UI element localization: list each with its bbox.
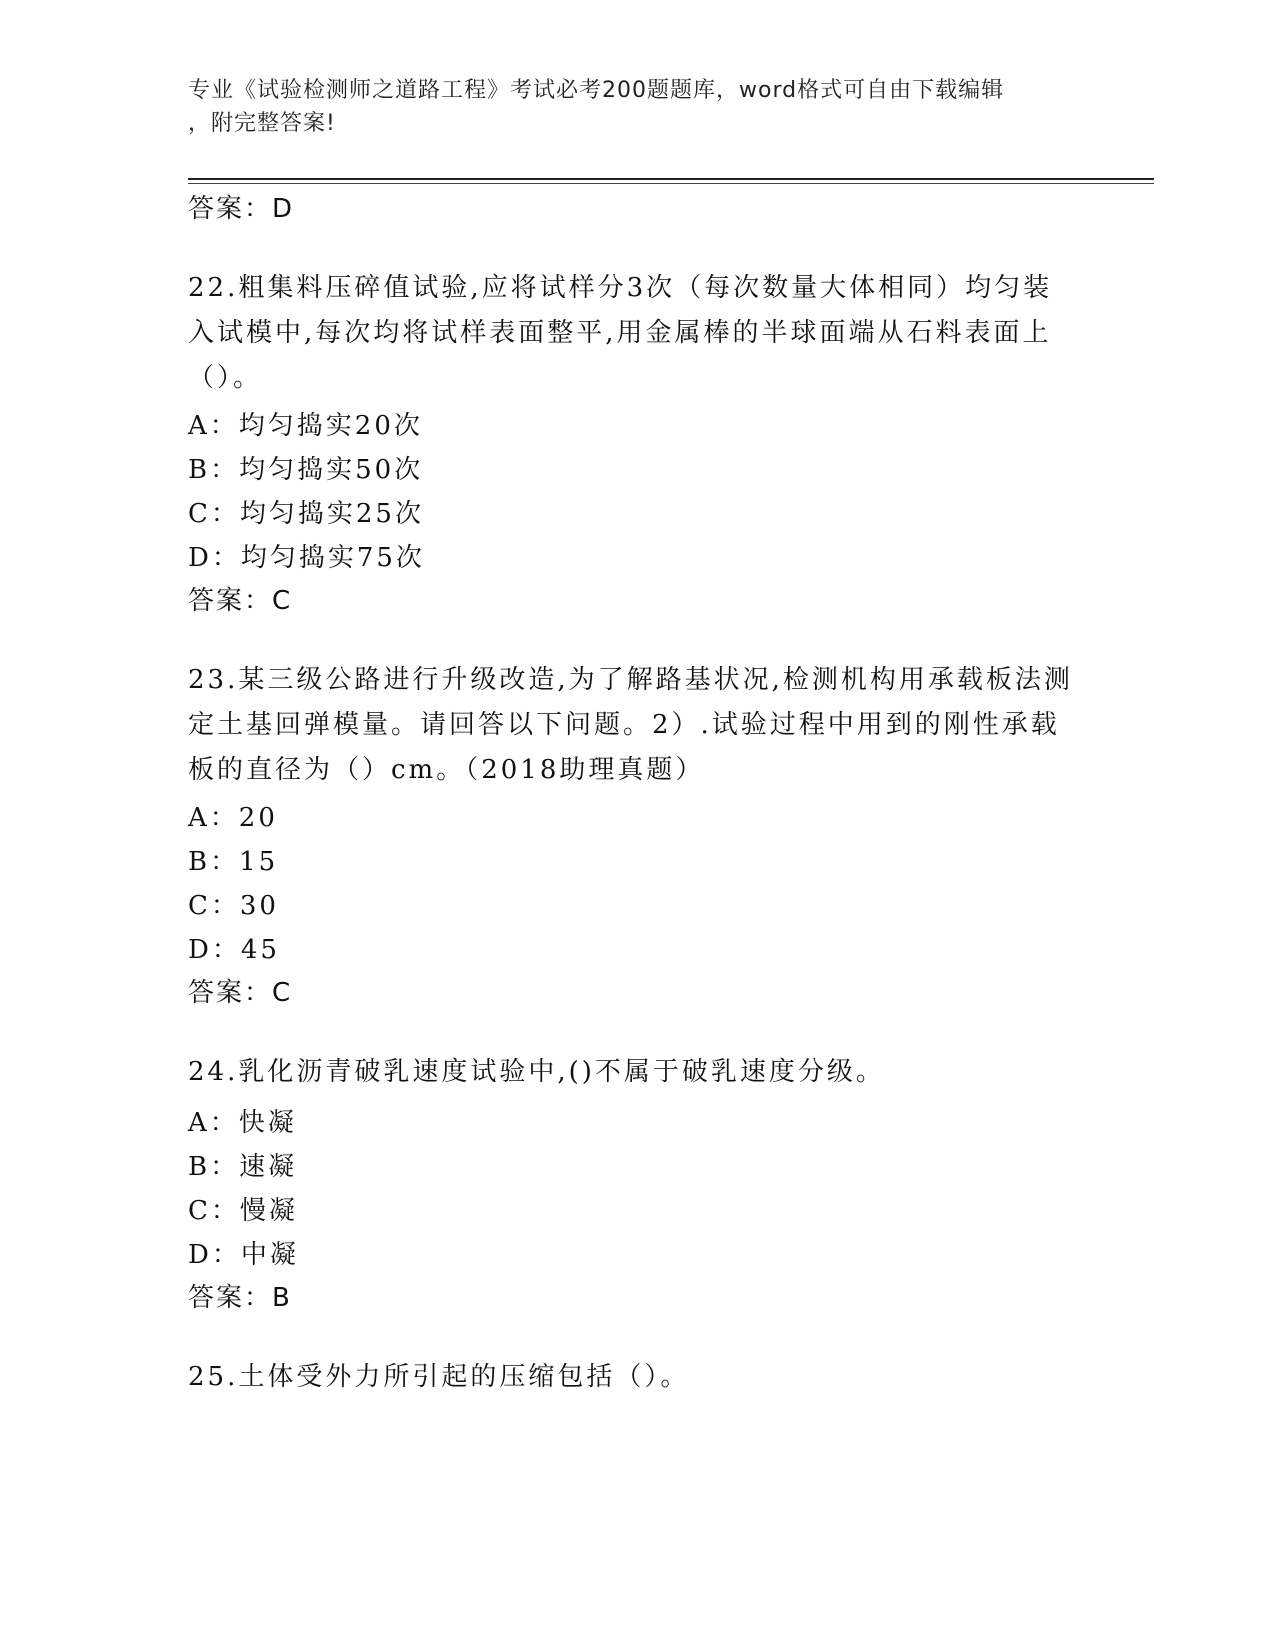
question-22-line-2: 入试模中,每次均将试样表面整平,用金属棒的半球面端从石料表面上	[188, 318, 1052, 348]
header-line-1: 专业《试验检测师之道路工程》考试必考200题题库，word格式可自由下载编辑	[188, 78, 1005, 103]
question-23-option-c: C：30	[188, 891, 279, 921]
header-line-2: ，附完整答案!	[188, 111, 336, 136]
question-22-option-c: C：均匀捣实25次	[188, 499, 424, 529]
question-23-option-d: D：45	[188, 935, 280, 965]
question-23-line-2: 定土基回弹模量。请回答以下问题。2）.试验过程中用到的刚性承载	[188, 710, 1060, 740]
question-22-option-d: D：均匀捣实75次	[188, 543, 425, 573]
question-22-line-3: （）。	[188, 363, 263, 393]
answer-24: 答案：B	[188, 1283, 292, 1313]
question-24-option-b: B：速凝	[188, 1152, 298, 1182]
question-24-option-a: A：快凝	[188, 1108, 297, 1138]
document-header	[188, 74, 1088, 140]
question-25-line-1: 25.土体受外力所引起的压缩包括（）。	[188, 1362, 690, 1392]
question-24-line-1: 24.乳化沥青破乳速度试验中,()不属于破乳速度分级。	[188, 1057, 885, 1087]
question-22-option-b: B：均匀捣实50次	[188, 455, 424, 485]
header-rule-thick	[188, 178, 1154, 180]
question-24-option-d: D：中凝	[188, 1240, 299, 1270]
question-22	[188, 266, 1088, 401]
question-25	[188, 1355, 1088, 1400]
question-23-option-a: A：20	[188, 803, 278, 833]
header-rule-thin	[188, 183, 1154, 184]
question-23-line-3: 板的直径为（）cm。（2018助理真题）	[188, 755, 705, 785]
answer-22: 答案：C	[188, 586, 293, 616]
answer-23: 答案：C	[188, 978, 293, 1008]
question-22-option-a: A：均匀捣实20次	[188, 411, 423, 441]
question-24-option-c: C：慢凝	[188, 1196, 298, 1226]
answer-21: 答案：D	[188, 194, 295, 224]
question-23	[188, 658, 1088, 793]
question-22-line-1: 22.粗集料压碎值试验,应将试样分3次（每次数量大体相同）均匀装	[188, 273, 1053, 303]
question-23-option-b: B：15	[188, 847, 279, 877]
question-24	[188, 1050, 1088, 1095]
question-23-line-1: 23.某三级公路进行升级改造,为了解路基状况,检测机构用承载板法测	[188, 665, 1073, 695]
